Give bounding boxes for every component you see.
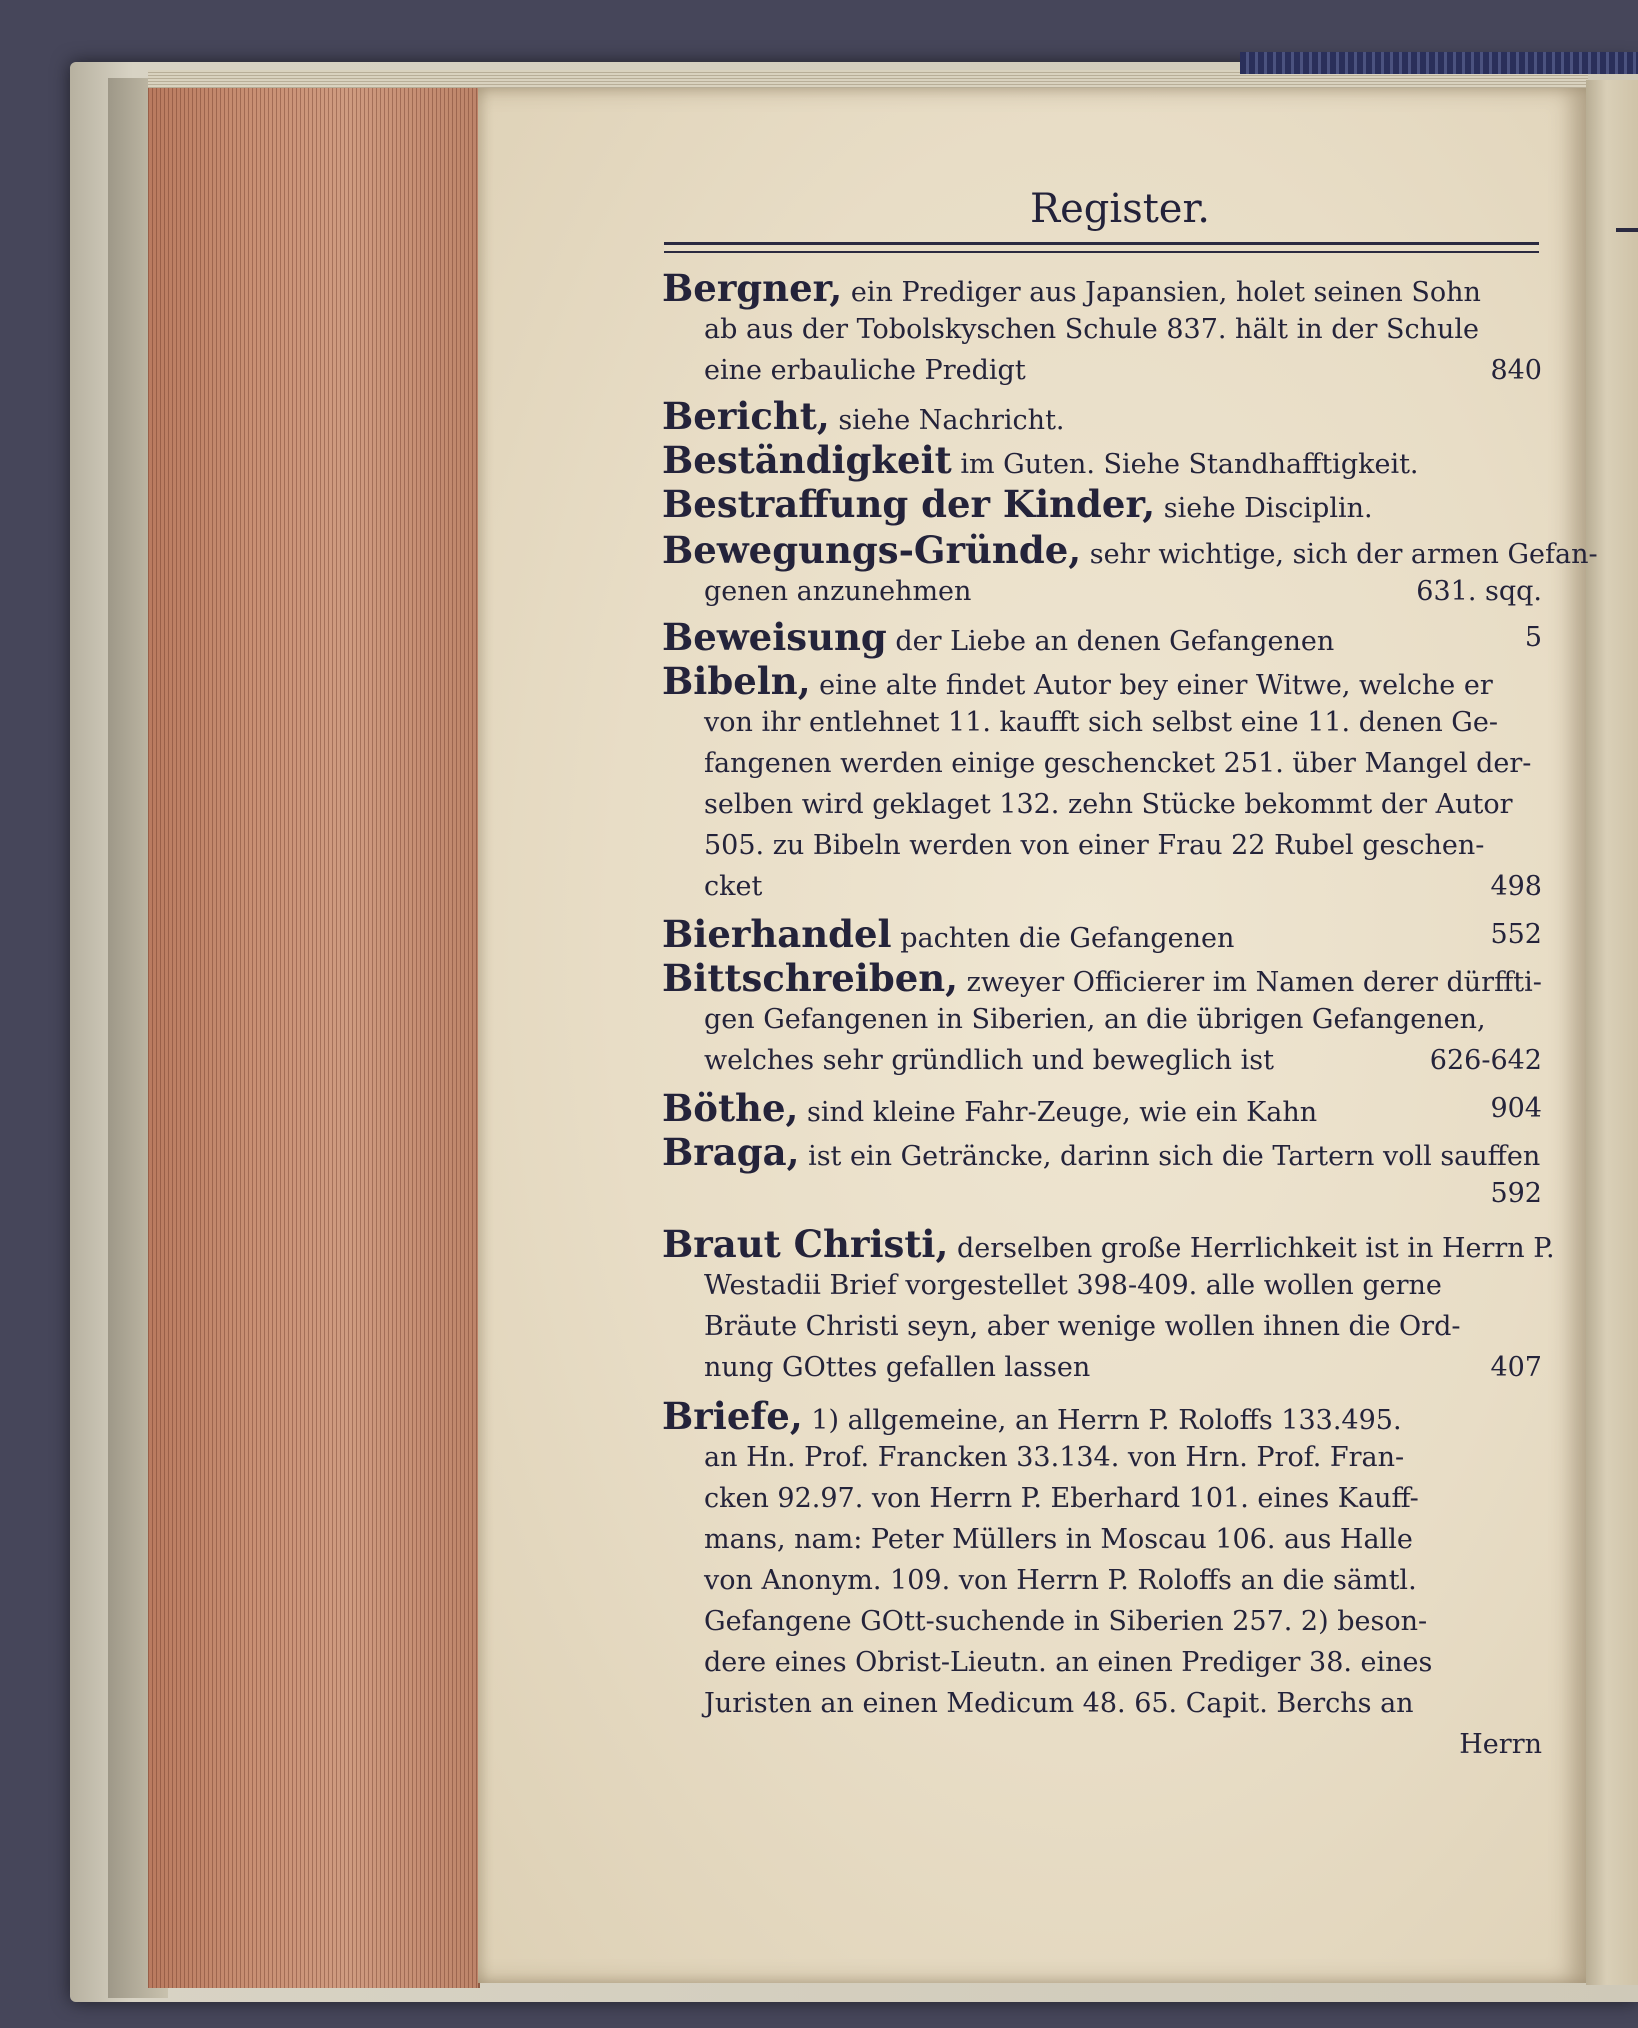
entry-page-reference: 552 (1490, 919, 1542, 950)
entry-text: ein Prediger aus Japansien, holet seinen Sohn (850, 277, 1481, 308)
header-rule (664, 242, 1539, 253)
entry-text: gen Gefangenen in Siberien, an die übrigen Gefangenen, (704, 1004, 1486, 1035)
entry-headword: Bierhandel (662, 912, 892, 956)
entry-text: derselben große Herrlichkeit ist in Herrn P. (956, 1233, 1555, 1264)
entry-line (662, 1040, 1542, 1081)
entry-text: mans, nam: Peter Müllers in Moscau 106. aus Halle (704, 1524, 1413, 1555)
entry-text: ab aus der Tobolskyschen Schule 837. hält in der Schule (704, 314, 1479, 345)
entry-text: ist ein Geträncke, darinn sich die Tartern voll sauffen (808, 1141, 1541, 1172)
entry-line (662, 617, 1542, 658)
facing-page-rule (1616, 228, 1638, 232)
register-entry (662, 958, 1542, 1081)
facing-page-edge (1586, 80, 1638, 1985)
register-entry (662, 396, 1542, 437)
entry-line (662, 1683, 1542, 1724)
entry-text: von Anonym. 109. von Herrn P. Roloffs an die sämtl. (704, 1565, 1417, 1596)
entry-line (662, 350, 1542, 391)
register-entry (662, 268, 1542, 391)
register-entry (662, 1088, 1542, 1129)
register-entry (662, 1396, 1542, 1765)
entry-headword: Beständigkeit (662, 438, 952, 482)
entry-text: 505. zu Bibeln werden von einer Frau 22 Rubel geschen- (704, 830, 1485, 861)
register-entry (662, 1132, 1542, 1214)
entry-text: cket (704, 871, 763, 902)
entry-text: der Liebe an denen Gefangenen (895, 626, 1335, 657)
entry-headword: Bewegungs-Gründe, (662, 528, 1082, 572)
entry-text: pachten die Gefangenen (900, 923, 1235, 954)
entry-text: Westadii Brief vorgestellet 398-409. alle wollen gerne (704, 1270, 1442, 1301)
entry-line (662, 1132, 1542, 1173)
register-entry (662, 528, 1598, 612)
entry-line (662, 661, 1542, 702)
entry-headword: Bestraffung der Kinder, (662, 482, 1156, 526)
entry-line (662, 1519, 1542, 1560)
entry-line (662, 1088, 1542, 1129)
register-entry (662, 484, 1542, 525)
entry-text: 1) allgemeine, an Herrn P. Roloffs 133.495. (811, 1405, 1402, 1436)
entry-line (662, 1396, 1542, 1437)
register-entry (662, 1222, 1555, 1388)
entry-text: sehr wichtige, sich der armen Gefan- (1089, 539, 1598, 570)
entry-line (662, 1560, 1542, 1601)
entry-line (662, 784, 1542, 825)
entry-page-reference: 904 (1490, 1093, 1542, 1124)
entry-text: zweyer Officierer im Namen derer dürffti- (966, 967, 1542, 998)
book-spine-edge (1240, 52, 1638, 74)
entry-line (662, 999, 1542, 1040)
entry-line (662, 1724, 1542, 1765)
entry-line (662, 1173, 1542, 1214)
entry-line (662, 1265, 1542, 1306)
entry-line (662, 309, 1542, 350)
register-entry (662, 914, 1542, 955)
entry-text: an Hn. Prof. Francken 33.134. von Hrn. Prof. Fran- (704, 1442, 1405, 1473)
register-entry (662, 617, 1542, 658)
entry-line (662, 440, 1542, 481)
entry-line (662, 743, 1542, 784)
entry-line (662, 702, 1542, 743)
entry-text: Bräute Christi seyn, aber wenige wollen ihnen die Ord- (704, 1311, 1461, 1342)
entry-line (662, 866, 1542, 907)
entry-text: genen anzunehmen (704, 576, 972, 607)
entry-line (662, 1437, 1542, 1478)
entry-line (662, 268, 1542, 309)
entry-page-reference: 840 (1490, 355, 1542, 386)
entry-line (662, 1642, 1542, 1683)
entry-text: von ihr entlehnet 11. kaufft sich selbst eine 11. denen Ge- (704, 707, 1498, 738)
register-entry (662, 440, 1542, 481)
entry-text: Juristen an einen Medicum 48. 65. Capit. Berchs an (704, 1688, 1414, 1719)
entry-text: eine alte findet Autor bey einer Witwe, welche er (819, 670, 1493, 701)
entry-text: dere eines Obrist-Lieutn. an einen Prediger 38. eines (704, 1647, 1433, 1678)
page-header: Register. (1030, 186, 1210, 232)
entry-line (662, 571, 1542, 612)
entry-line (662, 1347, 1542, 1388)
entry-text: Gefangene GOtt-suchende in Siberien 257. 2) beson- (704, 1606, 1428, 1637)
entry-line (662, 914, 1542, 955)
catchword: Herrn (1459, 1729, 1542, 1760)
entry-headword: Bibeln, (662, 659, 811, 703)
entry-line (662, 1222, 1555, 1266)
entry-text: selben wird geklaget 132. zehn Stücke bekommt der Autor (704, 789, 1513, 820)
entry-text: eine erbauliche Predigt (704, 355, 1026, 386)
entry-headword: Beweisung (662, 615, 887, 659)
entry-headword: Bittschreiben, (662, 956, 959, 1000)
entry-line (662, 528, 1598, 572)
entry-text: fangenen werden einige geschencket 251. über Mangel der- (704, 748, 1532, 779)
entry-text: siehe Nachricht. (838, 405, 1065, 436)
page-fore-edges (148, 88, 480, 1988)
entry-text: sind kleine Fahr-Zeuge, wie ein Kahn (806, 1097, 1318, 1128)
entry-page-reference: 498 (1490, 871, 1542, 902)
register-entry (662, 661, 1542, 907)
entry-line (662, 484, 1542, 525)
entry-line (662, 1478, 1542, 1519)
entry-text: nung GOttes gefallen lassen (704, 1352, 1091, 1383)
entry-headword: Bergner, (662, 266, 843, 310)
entry-page-reference: 631. sqq. (1416, 576, 1542, 607)
entry-headword: Braut Christi, (662, 1222, 949, 1266)
entry-text: welches sehr gründlich und beweglich ist (704, 1045, 1274, 1076)
entry-headword: Böthe, (662, 1086, 799, 1130)
entry-headword: Bericht, (662, 394, 830, 438)
entry-line (662, 825, 1542, 866)
entry-text: im Guten. Siehe Standhafftigkeit. (960, 449, 1419, 480)
entry-text: cken 92.97. von Herrn P. Eberhard 101. eines Kauff- (704, 1483, 1419, 1514)
entry-headword: Braga, (662, 1130, 800, 1174)
entry-line (662, 1601, 1542, 1642)
entry-text: siehe Disciplin. (1163, 493, 1373, 524)
entry-line (662, 958, 1542, 999)
entry-line (662, 396, 1542, 437)
entry-page-reference: 407 (1490, 1352, 1542, 1383)
entry-page-reference: 592 (1490, 1178, 1542, 1209)
entry-headword: Briefe, (662, 1394, 803, 1438)
entry-line (662, 1306, 1542, 1347)
entry-page-reference: 5 (1524, 622, 1542, 653)
entry-page-reference: 626-642 (1429, 1045, 1542, 1076)
